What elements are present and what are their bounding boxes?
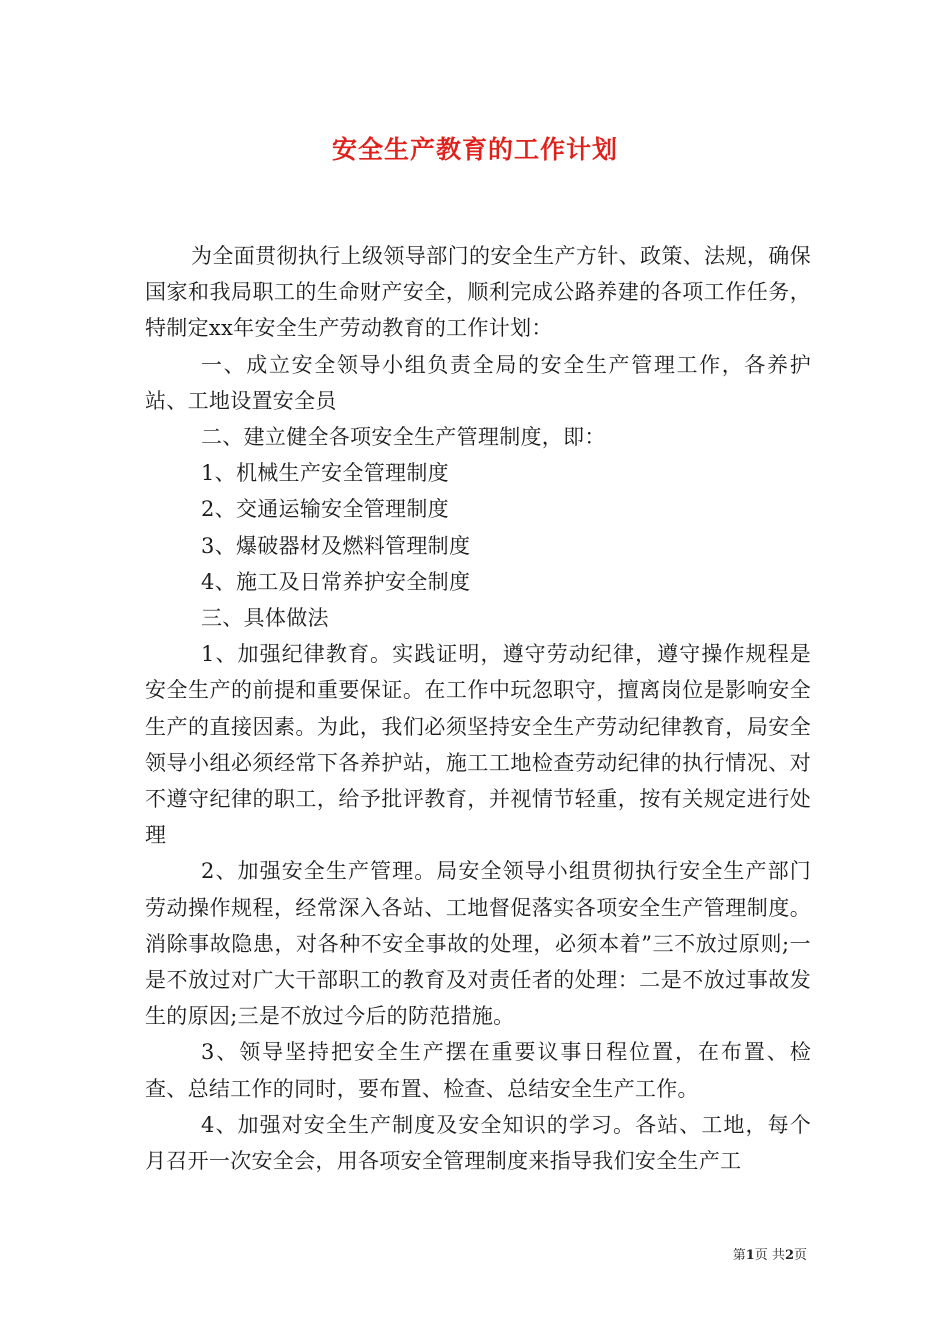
footer-total-pages: 2 (784, 1248, 794, 1263)
list-item-rule-3: 3、爆破器材及燃料管理制度 (201, 533, 471, 558)
paragraph-section-2: 二、建立健全各项安全生产管理制度，即： (201, 425, 606, 450)
page-number-footer (733, 1247, 807, 1265)
document-body (145, 238, 811, 1179)
document-title: 安全生产教育的工作计划 (331, 135, 618, 164)
paragraph-section-1: 一、成立安全领导小组负责全局的安全生产管理工作，各养护站、工地设置安全员 (145, 352, 811, 413)
list-item-rule-4: 4、施工及日常养护安全制度 (201, 569, 471, 594)
footer-middle: 页 共 (754, 1248, 785, 1263)
footer-suffix: 页 (793, 1248, 807, 1263)
paragraph-intro: 为全面贯彻执行上级领导部门的安全生产方针、政策、法规，确保国家和我局职工的生命财产安全，顺利完成公路养建的各项工作任务，特制定xx年安全生产劳动教育的工作计划： (145, 244, 811, 341)
paragraph-measure-3: 3、领导坚持把安全生产摆在重要议事日程位置，在布置、检查、总结工作的同时，要布置、检查、总结安全生产工作。 (145, 1040, 811, 1101)
list-item-rule-1: 1、机械生产安全管理制度 (201, 461, 449, 486)
paragraph-section-3: 三、具体做法 (201, 606, 329, 631)
list-item-rule-2: 2、交通运输安全管理制度 (201, 497, 449, 522)
paragraph-measure-1: 1、加强纪律教育。实践证明，遵守劳动纪律，遵守操作规程是安全生产的前提和重要保证。在工作中玩忽职守，擅离岗位是影响安全生产的直接因素。为此，我们必须坚持安全生产劳动纪律教育，局安全领导小组必须经常下各养护站，施工工地检查劳动纪律的执行情况、对不遵守纪律的职工，给予批评教育，并视情节轻重，按有关规定进行处理 (145, 642, 811, 848)
paragraph-measure-2: 2、加强安全生产管理。局安全领导小组贯彻执行安全生产部门劳动操作规程，经常深入各站、工地督促落实各项安全生产管理制度。消除事故隐患，对各种不安全事故的处理，必须本着”三不放过原则;一是不放过对广大干部职工的教育及对责任者的处理：二是不放过事故发生的原因;三是不放过今后的防范措施。 (145, 859, 811, 1029)
paragraph-measure-4: 4、加强对安全生产制度及安全知识的学习。各站、工地，每个月召开一次安全会，用各项安全管理制度来指导我们安全生产工 (145, 1112, 811, 1174)
footer-prefix: 第 (732, 1248, 746, 1263)
footer-current-page: 1 (745, 1248, 755, 1263)
